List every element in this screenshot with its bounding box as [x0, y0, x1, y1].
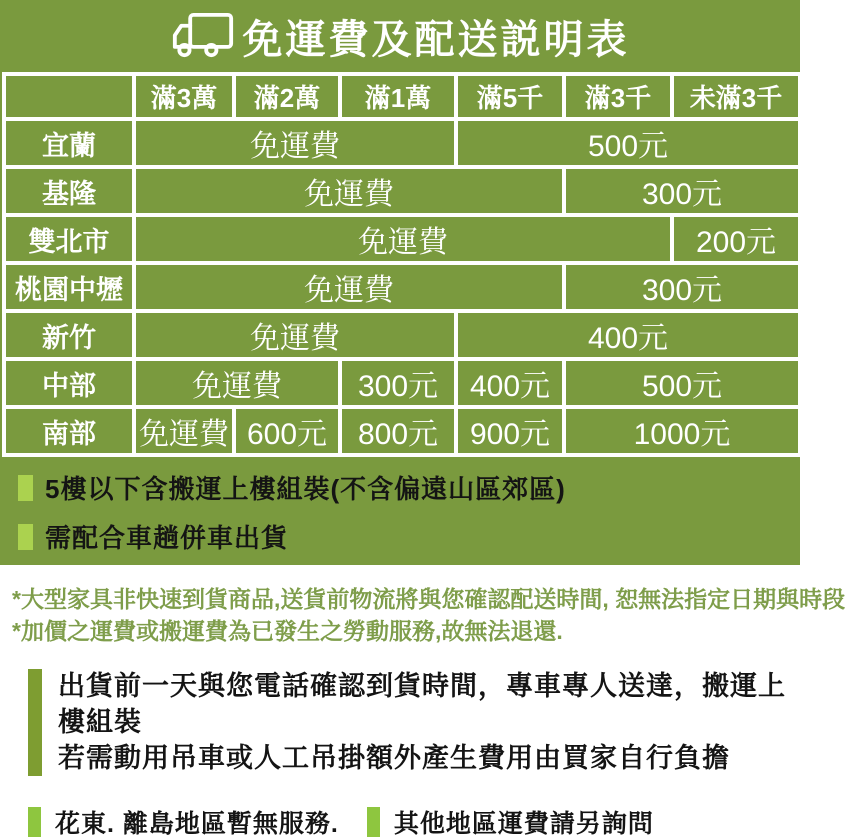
fee-cell: 免運費 [134, 263, 564, 311]
fee-cell: 免運費 [134, 215, 672, 263]
fee-cell: 300元 [340, 359, 456, 407]
delivery-confirmation-note [28, 669, 800, 776]
note-text: 5樓以下含搬運上樓組裝(不含偏遠山區郊區) [45, 474, 566, 504]
fee-cell: 800元 [340, 407, 456, 455]
fee-cell: 免運費 [134, 167, 564, 215]
region-label: 中部 [4, 359, 134, 407]
bar-bullet-icon [28, 669, 42, 776]
table-row [4, 311, 800, 359]
table-header-row [4, 74, 800, 119]
asterisk-note: *加價之運費或搬運費為已發生之勞動服務,故無法退還. [12, 618, 563, 645]
white-section [0, 565, 845, 840]
fee-cell: 免運費 [134, 359, 340, 407]
table-row [4, 359, 800, 407]
note-no-service-areas: 花東. 離島地區暫無服務. [55, 810, 339, 839]
table-row [4, 119, 800, 167]
fee-cell: 400元 [456, 311, 800, 359]
region-label: 宜蘭 [4, 119, 134, 167]
threshold-header: 未滿3千 [672, 74, 800, 119]
square-bullet-icon [367, 807, 380, 837]
fee-cell: 免運費 [134, 407, 234, 455]
fee-cell: 300元 [564, 167, 800, 215]
shipping-fee-table [2, 72, 802, 457]
region-label: 雙北市 [4, 215, 134, 263]
fee-cell: 免運費 [134, 311, 456, 359]
delivery-note-line2: 若需動用吊車或人工吊掛額外產生費用由買家自行負擔 [58, 742, 730, 773]
square-bullet-icon [18, 475, 33, 501]
fee-cell: 300元 [564, 263, 800, 311]
fee-cell: 免運費 [134, 119, 456, 167]
fee-cell: 400元 [456, 359, 564, 407]
note-floor-service [18, 469, 800, 506]
fee-cell: 500元 [564, 359, 800, 407]
page-title [0, 0, 800, 72]
region-label: 基隆 [4, 167, 134, 215]
delivery-note-text [58, 669, 800, 776]
threshold-header: 滿5千 [456, 74, 564, 119]
fee-cell: 1000元 [564, 407, 800, 455]
note-text: 需配合車趟併車出貨 [45, 523, 289, 553]
fee-cell: 200元 [672, 215, 800, 263]
table-row [4, 407, 800, 455]
table-row [4, 167, 800, 215]
table-row [4, 263, 800, 311]
threshold-header: 滿2萬 [234, 74, 340, 119]
delivery-note-line1: 出貨前一天與您電話確認到貨時間，專車專人送達，搬運上樓組裝 [58, 671, 786, 737]
region-label: 南部 [4, 407, 134, 455]
asterisk-notes [0, 565, 845, 647]
threshold-header: 滿3萬 [134, 74, 234, 119]
note-combined-shipping [18, 518, 800, 555]
truck-icon [171, 11, 235, 61]
note-other-areas: 其他地區運費請另詢問 [393, 810, 654, 839]
threshold-header: 滿3千 [564, 74, 672, 119]
table-row [4, 215, 800, 263]
corner-cell [4, 74, 134, 119]
page-title-text: 免運費及配送説明表 [242, 17, 630, 62]
bottom-notes [28, 804, 800, 840]
square-bullet-icon [28, 807, 41, 837]
region-label: 新竹 [4, 311, 134, 359]
fee-cell: 900元 [456, 407, 564, 455]
region-label: 桃園中壢 [4, 263, 134, 311]
square-bullet-icon [18, 524, 33, 550]
fee-cell: 600元 [234, 407, 340, 455]
fee-cell: 500元 [456, 119, 800, 167]
asterisk-note: *大型家具非快速到貨商品,送貨前物流將與您確認配送時間, 恕無法指定日期與時段 [12, 586, 845, 612]
threshold-header: 滿1萬 [340, 74, 456, 119]
